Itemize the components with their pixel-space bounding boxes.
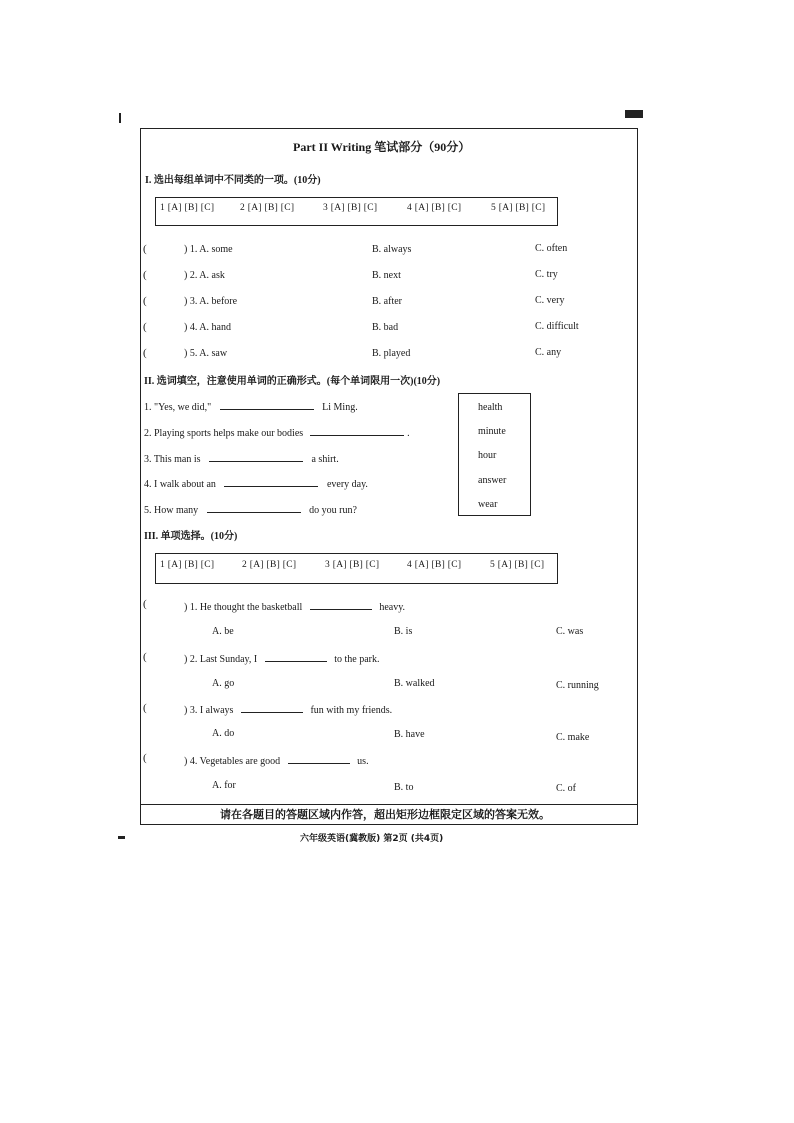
option-c: C. difficult [535,321,579,332]
option-c: C. often [535,243,568,254]
section-1-heading: I. 选出每组单词中不同类的一项。(10分) [145,175,321,186]
scan-mark-bottom-left [118,836,125,839]
choice-question-3: ) 3. I always fun with my friends. [184,705,393,716]
answer-slot[interactable]: 1 [A] [B] [C] [160,203,215,213]
page-number: 六年级英语(冀教版) 第2页 (共4页) [300,834,444,844]
option-b: B. played [372,348,411,359]
option-c: C. running [556,680,599,691]
option-c: C. any [535,347,562,358]
answer-paren[interactable]: ( [143,295,147,307]
answer-paren[interactable]: ( [143,752,147,764]
option-b: B. after [372,296,402,307]
option-c: C. of [556,783,576,794]
fill-blank[interactable] [310,600,372,610]
word-bank-item: hour [478,450,497,461]
option-b: B. next [372,270,401,281]
answer-area-notice: 请在各题目的答题区域内作答，超出矩形边框限定区域的答案无效。 [220,808,550,821]
fill-blank[interactable] [241,703,303,713]
question-text: ) 1. A. some [184,244,233,255]
option-b: B. is [394,626,413,637]
fill-blank[interactable] [224,477,318,487]
answer-slot[interactable]: 4 [A] [B] [C] [407,560,462,570]
option-c: C. try [535,269,558,280]
option-b: B. bad [372,322,399,333]
answer-slot[interactable]: 5 [A] [B] [C] [490,560,545,570]
word-bank-item: minute [478,426,506,437]
answer-paren[interactable]: ( [143,243,147,255]
option-c: C. very [535,295,565,306]
answer-bubble-box-1[interactable] [155,197,558,226]
option-a: A. do [212,728,235,739]
answer-slot[interactable]: 4 [A] [B] [C] [407,203,462,213]
answer-bubble-box-3[interactable] [155,553,558,584]
answer-slot[interactable]: 2 [A] [B] [C] [242,560,297,570]
answer-slot[interactable]: 2 [A] [B] [C] [240,203,295,213]
fill-sentence-2: 2. Playing sports helps make our bodies . [144,428,410,439]
question-text: ) 5. A. saw [184,348,228,359]
answer-paren[interactable]: ( [143,321,147,333]
choice-question-2: ) 2. Last Sunday, I to the park. [184,654,380,665]
fill-sentence-1: 1. "Yes, we did," Li Ming. [144,402,358,413]
word-bank-item: answer [478,475,507,486]
scan-mark-right [625,110,643,118]
option-b: B. have [394,729,425,740]
fill-sentence-3: 3. This man is a shirt. [144,454,339,465]
option-b: B. to [394,782,414,793]
answer-slot[interactable]: 3 [A] [B] [C] [323,203,378,213]
answer-slot[interactable]: 1 [A] [B] [C] [160,560,215,570]
option-a: A. be [212,626,234,637]
choice-question-1: ) 1. He thought the basketball heavy. [184,602,406,613]
fill-blank[interactable] [265,652,327,662]
fill-blank[interactable] [207,503,301,513]
option-b: B. always [372,244,412,255]
answer-slot[interactable]: 3 [A] [B] [C] [325,560,380,570]
scan-mark-left [119,113,121,123]
fill-blank[interactable] [288,754,350,764]
option-a: A. go [212,678,235,689]
fill-sentence-4: 4. I walk about an every day. [144,479,368,490]
footer-divider [140,804,638,805]
answer-paren[interactable]: ( [143,651,147,663]
word-bank-item: wear [478,499,498,510]
answer-paren[interactable]: ( [143,702,147,714]
option-c: C. make [556,732,590,743]
answer-paren[interactable]: ( [143,598,147,610]
fill-blank[interactable] [310,426,404,436]
answer-paren[interactable]: ( [143,269,147,281]
option-c: C. was [556,626,584,637]
question-text: ) 3. A. before [184,296,238,307]
fill-blank[interactable] [209,452,303,462]
choice-question-4: ) 4. Vegetables are good us. [184,756,369,767]
section-3-heading: III. 单项选择。(10分) [144,531,238,542]
fill-blank[interactable] [220,400,314,410]
option-a: A. for [212,780,236,791]
word-bank-item: health [478,402,503,413]
option-b: B. walked [394,678,435,689]
section-2-heading: II. 选词填空，注意使用单词的正确形式。(每个单词限用一次)(10分) [144,376,441,387]
word-bank [458,393,531,516]
answer-paren[interactable]: ( [143,347,147,359]
answer-slot[interactable]: 5 [A] [B] [C] [491,203,546,213]
question-text: ) 4. A. hand [184,322,231,333]
fill-sentence-5: 5. How many do you run? [144,505,357,516]
question-text: ) 2. A. ask [184,270,225,281]
part-title: Part II Writing 笔试部分（90分） [293,140,471,154]
